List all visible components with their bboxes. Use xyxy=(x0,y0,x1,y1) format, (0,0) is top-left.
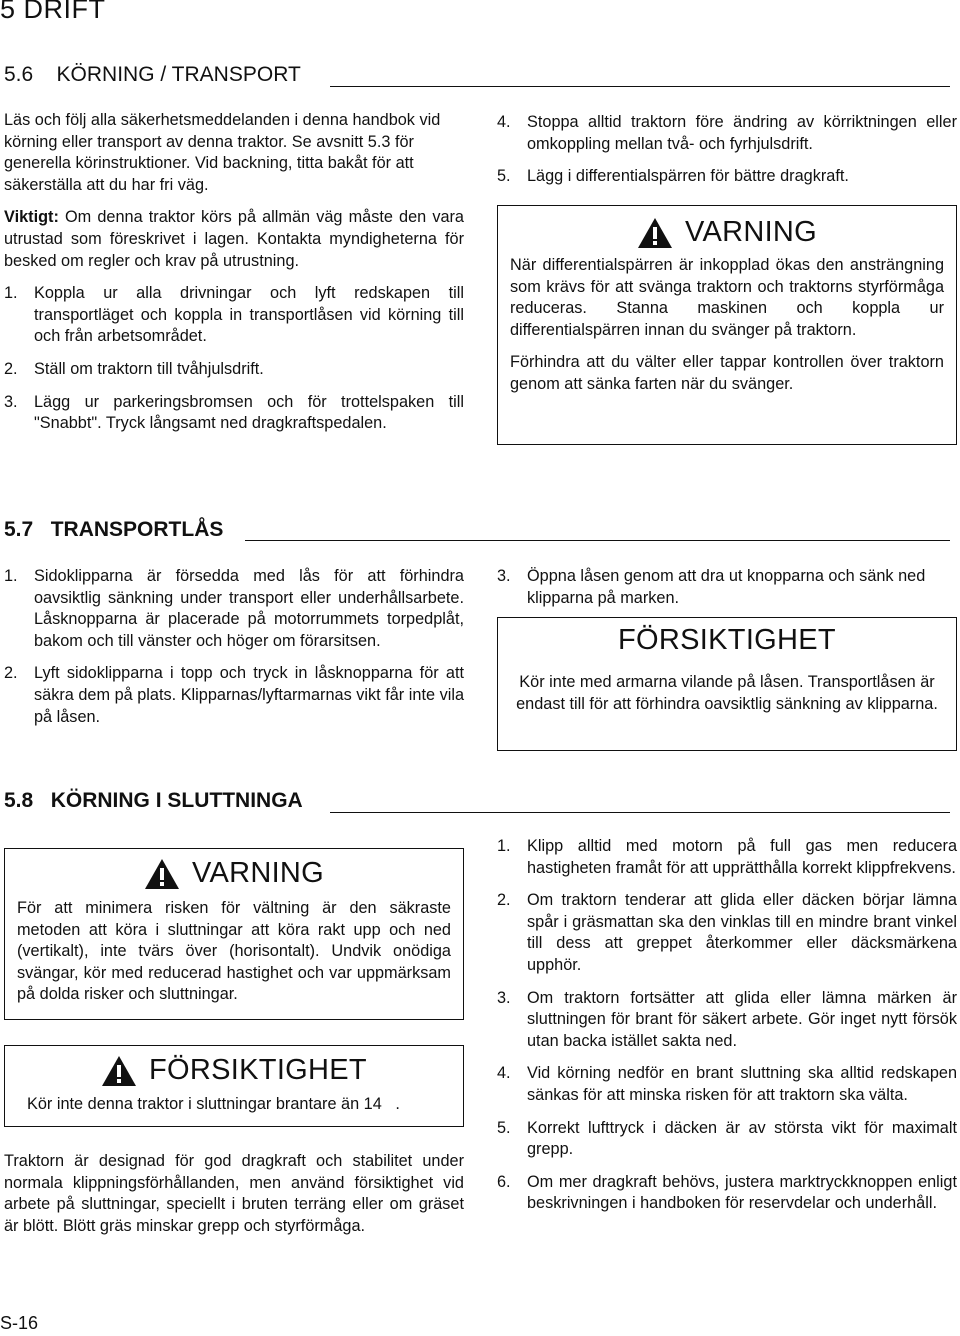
right-column-5-7 xyxy=(497,566,957,620)
item-number: 3. xyxy=(497,988,511,1007)
item-text: Koppla ur alla drivningar och lyft redskapen till transportläget och koppla in transportlåsen vid körning till och från arbetsområdet. xyxy=(34,284,464,346)
section-number: 5.7 xyxy=(4,518,34,541)
item-text: Om traktorn fortsätter att glida eller lämna märken är sluttningen för brant för säkert arbete. Gör inget nytt försök utan backa istället sakta ned. xyxy=(527,988,957,1050)
item-number: 4. xyxy=(497,113,511,131)
right-column-5-8 xyxy=(497,836,957,1226)
important-label: Viktigt: xyxy=(4,208,59,227)
list-item xyxy=(497,112,957,155)
list-item xyxy=(497,166,957,188)
heading-rule xyxy=(330,86,950,87)
item-number: 3. xyxy=(4,392,18,411)
item-number: 2. xyxy=(497,891,511,910)
list-item xyxy=(497,988,957,1053)
slopes-body-paragraph: Traktorn är designad för god dragkraft och stabilitet under normala klippningsförhållanden, men använd försiktighet vid arbete på sluttningar, speciellt i bruten terräng eller om gräset är blött. Blött gräs minskar grepp och styrförmåga. xyxy=(4,1152,464,1235)
warning-title: VARNING xyxy=(684,216,818,248)
warning-triangle-icon xyxy=(637,217,673,249)
list-item xyxy=(497,566,957,609)
item-number: 4. xyxy=(497,1064,511,1083)
caution-box-transport-lock xyxy=(497,617,957,751)
item-number: 3. xyxy=(497,567,511,585)
right-column-5-6 xyxy=(497,112,957,199)
warning-paragraph: När differentialspärren är inkopplad ökas den ansträngning som krävs för att svänga traktorn och traktorns styrförmåga reduceras. Stanna maskinen och koppla ur differentialspärren innan du svänger på traktorn. xyxy=(510,256,944,339)
heading-rule xyxy=(245,540,950,541)
important-text: Om denna traktor körs på allmän väg måste den vara utrustad som föreskrivet i lagen. Kontakta myndigheterna för besked om regler och krav på utrustning. xyxy=(4,208,464,270)
section-title: KÖRNING / TRANSPORT xyxy=(56,63,301,86)
list-item xyxy=(497,890,957,976)
caution-header xyxy=(498,624,956,657)
heading-rule xyxy=(330,812,950,813)
page-number: S-16 xyxy=(0,1313,39,1333)
item-text: Om mer dragkraft behövs, justera marktryckknoppen enligt beskrivningen i handboken för reservdelar och underhåll. xyxy=(527,1172,957,1213)
warning-header xyxy=(498,216,956,249)
warning-body xyxy=(498,249,956,396)
item-text: Öppna låsen genom att dra ut knopparna och sänk ned klipparna på marken. xyxy=(527,567,926,607)
left-column-5-7 xyxy=(4,566,464,739)
caution-text: Kör inte med armarna vilande på låsen. Transportlåsen är endast till för att förhindra oavsiktlig sänkning av klipparna. xyxy=(516,673,938,713)
caution-title: FÖRSIKTIGHET xyxy=(149,1054,367,1086)
item-number: 2. xyxy=(4,359,18,378)
list-item xyxy=(4,392,464,435)
warning-paragraph: Förhindra att du välter eller tappar kontrollen över traktorn genom att sänka farten när du svänger. xyxy=(510,353,944,393)
section-heading-5-6 xyxy=(4,63,301,87)
list-item xyxy=(4,359,464,381)
caution-header xyxy=(5,1054,463,1087)
section-number: 5.8 xyxy=(4,789,34,812)
item-text: Vid körning nedför en brant sluttning ska alltid redskapen sänkas för att minska risken för att traktorn ska välta. xyxy=(527,1064,957,1104)
item-text: Stoppa alltid traktorn före ändring av körriktningen eller omkoppling mellan två- och fyrhjulsdrift. xyxy=(527,113,957,153)
item-text: Korrekt lufttryck i däcken är av största vikt för maximalt grepp. xyxy=(527,1118,957,1159)
item-number: 1. xyxy=(4,284,18,303)
list-item xyxy=(4,566,464,652)
list-item xyxy=(4,663,464,728)
item-text: Lyft sidoklipparna i topp och tryck in låsknopparna för att säkra dem på plats. Klipparnas/lyftarmarnas vikt får inte vila på låsen. xyxy=(34,664,464,726)
caution-title: FÖRSIKTIGHET xyxy=(618,624,836,656)
item-number: 1. xyxy=(497,837,511,855)
warning-box-slopes xyxy=(4,848,464,1020)
item-text: Klipp alltid med motorn på full gas men reducera hastigheten framåt för att upprätthålla korrekt klippfrekvens. xyxy=(527,837,957,877)
list-item xyxy=(497,836,957,879)
item-text: Sidoklipparna är försedda med lås för att förhindra oavsiktlig sänkning under transport eller underhållsarbete. Låsknopparna är placerade på motorrummets torpedplåt, bakom och till vänster och höger om förarsitsen. xyxy=(34,567,464,650)
item-number: 6. xyxy=(497,1172,511,1191)
intro-paragraph: Läs och följ alla säkerhetsmeddelanden i denna handbok vid körning eller transport av denna traktor. Se avsnitt 5.3 för generella körinstruktioner. Vid backning, titta bakåt för att säkerställa att du har fri väg. xyxy=(4,111,441,194)
item-number: 1. xyxy=(4,567,18,585)
section-title: KÖRNING I SLUTTNINGA xyxy=(50,789,303,812)
warning-triangle-icon xyxy=(101,1055,137,1087)
left-column-5-6 xyxy=(4,110,464,446)
item-number: 5. xyxy=(497,1118,511,1137)
section-heading-5-7 xyxy=(4,518,223,542)
list-item xyxy=(4,283,464,348)
list-item xyxy=(497,1118,957,1161)
section-heading-5-8 xyxy=(4,789,303,813)
important-paragraph xyxy=(4,207,464,272)
chapter-title: 5 DRIFT xyxy=(0,0,106,24)
item-text: Ställ om traktorn till tvåhjulsdrift. xyxy=(34,359,264,378)
warning-header xyxy=(5,857,463,890)
list-item xyxy=(497,1172,957,1215)
warning-box-differential xyxy=(497,205,957,445)
caution-box-slopes xyxy=(4,1045,464,1127)
warning-title: VARNING xyxy=(191,857,325,889)
item-text: Om traktorn tenderar att glida eller däcken börjar lämna spår i gräsmattan ska den vinklas till en mindre brant vinkel till dess att greppet återkommer eller däcksmärkena upphör. xyxy=(527,891,957,974)
warning-text: För att minimera risken för vältning är den säkraste metoden att köra i sluttningar att köra rakt upp och ned (vertikalt), inte tvärs över (horisontalt). Undvik onödiga svängar, kör med reducerad hastighet och var uppmärksam på dolda risker och sluttningar. xyxy=(17,899,451,1004)
section-number: 5.6 xyxy=(4,63,34,86)
section-title: TRANSPORTLÅS xyxy=(50,518,224,541)
caution-text: Kör inte denna traktor i sluttningar brantare än 14 . xyxy=(27,1095,400,1113)
item-number: 5. xyxy=(497,167,511,186)
item-text: Lägg i differentialspärren för bättre dragkraft. xyxy=(527,167,849,186)
item-number: 2. xyxy=(4,664,18,683)
list-item xyxy=(497,1063,957,1106)
item-text: Lägg ur parkeringsbromsen och för trottelspaken till "Snabbt". Tryck långsamt ned dragkraftspedalen. xyxy=(34,392,464,433)
warning-triangle-icon xyxy=(144,858,180,890)
